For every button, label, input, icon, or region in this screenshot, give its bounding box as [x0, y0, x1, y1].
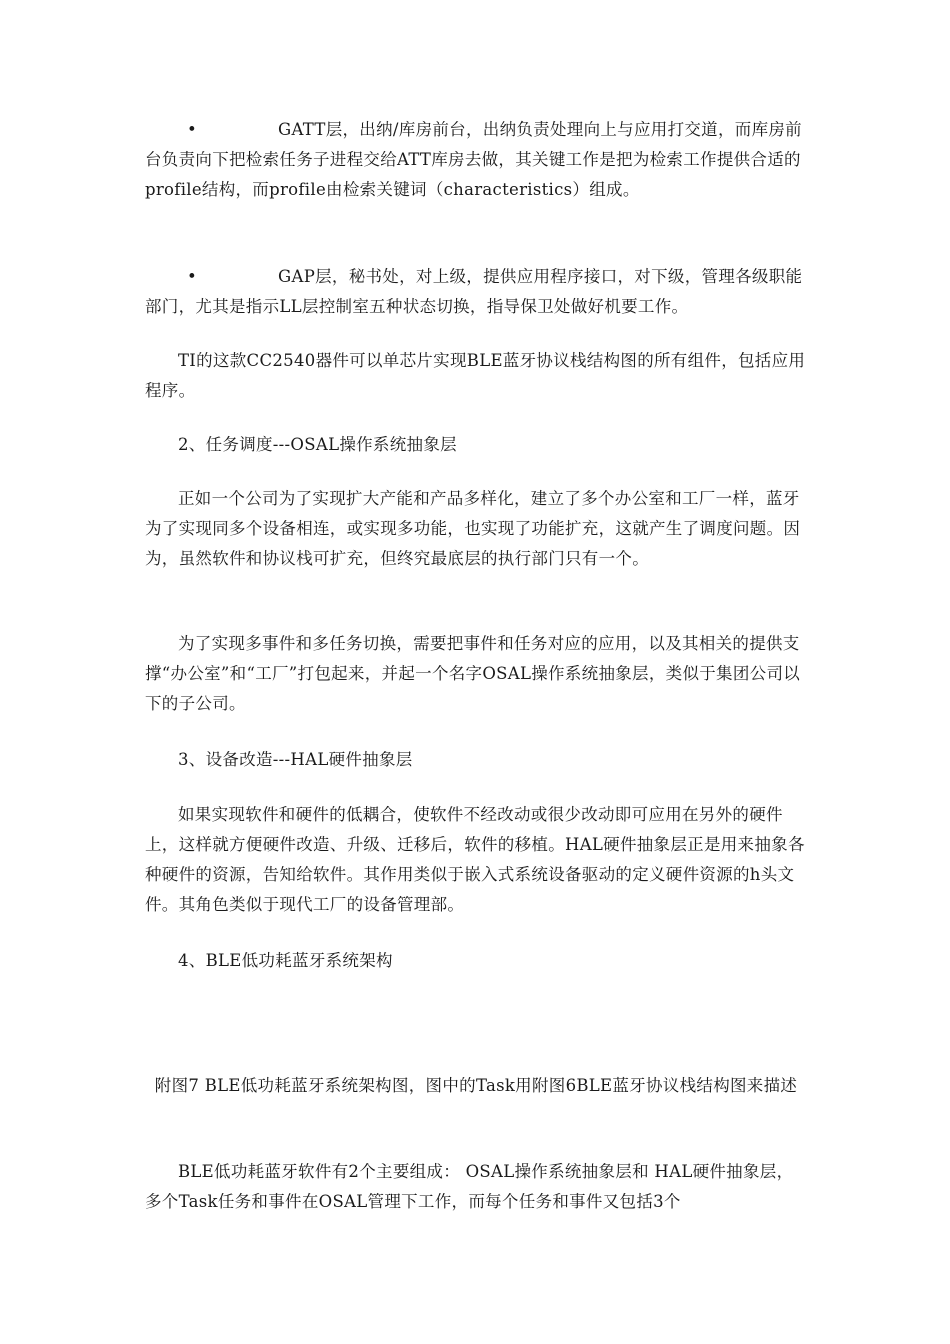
paragraph-scheduling: 正如一个公司为了实现扩大产能和产品多样化，建立了多个办公室和工厂一样，蓝牙为了实现同多个设备相连，或实现多功能，也实现了功能扩充，这就产生了调度问题。因为，虽然软件和协议栈可扩充，但终究最底层的执行部门只有一个。	[145, 489, 801, 568]
paragraph-osal: 为了实现多事件和多任务切换，需要把事件和任务对应的应用，以及其相关的提供支撑“办公室”和“工厂”打包起来，并起一个名字OSAL操作系统抽象层，类似于集团公司以下的子公司。	[145, 634, 801, 713]
bullet-item-gatt	[145, 115, 807, 205]
bullet-marker: •	[187, 120, 198, 139]
figure-caption: 附图7 BLE低功耗蓝牙系统架构图，图中的Task用附图6BLE蓝牙协议栈结构图来描述	[154, 1076, 798, 1095]
paragraph-hal: 如果实现软件和硬件的低耦合，使软件不经改动或很少改动即可应用在另外的硬件上，这样就方便硬件改造、升级、迁移后，软件的移植。HAL硬件抽象层正是用来抽象各种硬件的资源，告知给软件。其作用类似于嵌入式系统设备驱动的定义硬件资源的h头文件。其角色类似于现代工厂的设备管理部。	[145, 805, 805, 914]
bullet-text-gap: GAP层，秘书处，对上级，提供应用程序接口，对下级，管理各级职能部门，尤其是指示LL层控制室五种状态切换，指导保卫处做好机要工作。	[145, 267, 803, 316]
bullet-item-gap	[145, 262, 807, 322]
bullet-marker: •	[187, 267, 198, 286]
paragraph-cc2540: TI的这款CC2540器件可以单芯片实现BLE蓝牙协议栈结构图的所有组件，包括应用程序。	[145, 351, 806, 400]
section-heading-osal: 2、任务调度---OSAL操作系统抽象层	[178, 435, 457, 454]
section-heading-hal: 3、设备改造---HAL硬件抽象层	[178, 750, 413, 769]
section-heading-architecture: 4、BLE低功耗蓝牙系统架构	[178, 951, 393, 970]
bullet-text-gatt: GATT层，出纳/库房前台，出纳负责处理向上与应用打交道，而库房前台负责向下把检索任务子进程交给ATT库房去做，其关键工作是把为检索工作提供合适的profile结构，而profile由检索关键词（characteristics）组成。	[145, 120, 802, 199]
paragraph-ble-software: BLE低功耗蓝牙软件有2个主要组成： OSAL操作系统抽象层和 HAL硬件抽象层，多个Task任务和事件在OSAL管理下工作，而每个任务和事件又包括3个	[145, 1162, 794, 1211]
